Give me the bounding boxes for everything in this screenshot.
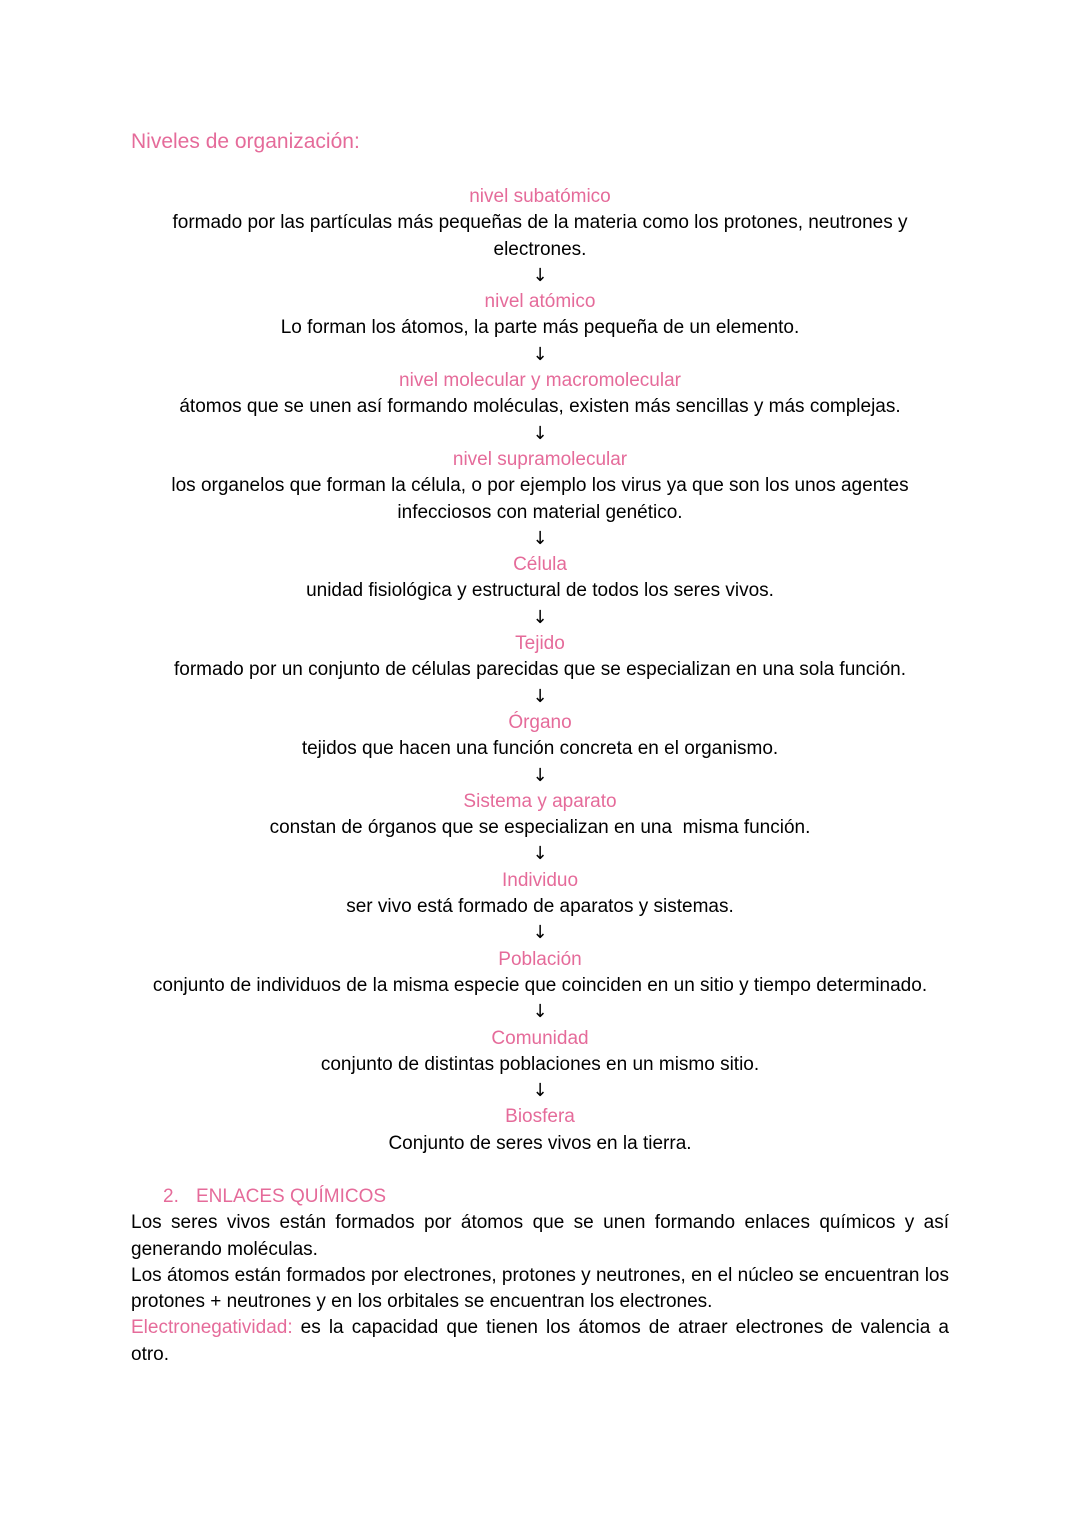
level-name: Sistema y aparato [463,790,617,812]
level-description: átomos que se unen así formando moléculas, existen más sencillas y más complejas. [179,396,901,418]
level-description: formado por un conjunto de células parecidas que se especializan en una sola función. [174,659,906,681]
chemical-bonds-section [131,1184,949,1368]
down-arrow-icon: ↓ [532,264,548,286]
definition-term: Electronegatividad: [131,1317,293,1339]
level-description: conjunto de distintas poblaciones en un mismo sitio. [320,1053,760,1075]
organization-levels [131,184,949,1157]
paragraph: Los átomos están formados por electrones, protones y neutrones, en el núcleo se encuentran los protones + neutrones y en los orbitales se encuentran los electrones. [131,1264,949,1313]
level-description: tejidos que hacen una función concreta en el organismo. [301,738,779,760]
level-name: Célula [513,554,567,576]
paragraph: Los seres vivos están formados por átomos que se unen formando enlaces químicos y así generando moléculas. [131,1212,949,1260]
down-arrow-icon: ↓ [532,343,548,365]
down-arrow-icon: ↓ [532,422,548,444]
level-description: ser vivo está formado de aparatos y sistemas. [346,896,734,918]
down-arrow-icon: ↓ [532,1001,548,1023]
level-name: nivel supramolecular [452,448,628,470]
level-description: los organelos que forman la célula, o por ejemplo los virus ya que son los unos agentes infecciosos con material genético. [171,475,909,523]
down-arrow-icon: ↓ [532,843,548,865]
definition-text: es la capacidad que tienen los átomos de atraer electrones de valencia a otro. [131,1317,949,1365]
level-name: Biosfera [505,1106,575,1128]
down-arrow-icon: ↓ [532,606,548,628]
level-description: Conjunto de seres vivos en la tierra. [388,1132,692,1154]
down-arrow-icon: ↓ [532,922,548,944]
level-name: Población [498,948,582,970]
down-arrow-icon: ↓ [532,685,548,707]
level-description: formado por las partículas más pequeñas de la materia como los protones, neutrones y electrones. [172,212,908,260]
level-description: Lo forman los átomos, la parte más pequeña de un elemento. [280,317,800,339]
level-description: conjunto de individuos de la misma especie que coinciden en un sitio y tiempo determinado. [152,974,928,996]
level-name: nivel atómico [484,291,596,313]
section-title [131,1184,949,1210]
level-name: Comunidad [491,1027,589,1049]
definition-paragraph [131,1315,949,1368]
level-name: Órgano [508,711,572,733]
level-name: Tejido [515,633,565,655]
level-name: nivel molecular y macromolecular [399,370,681,392]
level-name: nivel subatómico [469,186,611,207]
down-arrow-icon: ↓ [532,1080,548,1102]
level-description: constan de órganos que se especializan en una misma función. [269,817,811,839]
down-arrow-icon: ↓ [532,764,548,786]
section-title-text: ENLACES QUÍMICOS [196,1186,387,1207]
section-heading: Niveles de organización: [131,130,360,153]
level-description: unidad fisiológica y estructural de todos los seres vivos. [306,580,774,602]
level-name: Individuo [501,869,579,891]
down-arrow-icon: ↓ [532,527,548,549]
section-number: 2. [163,1186,179,1207]
